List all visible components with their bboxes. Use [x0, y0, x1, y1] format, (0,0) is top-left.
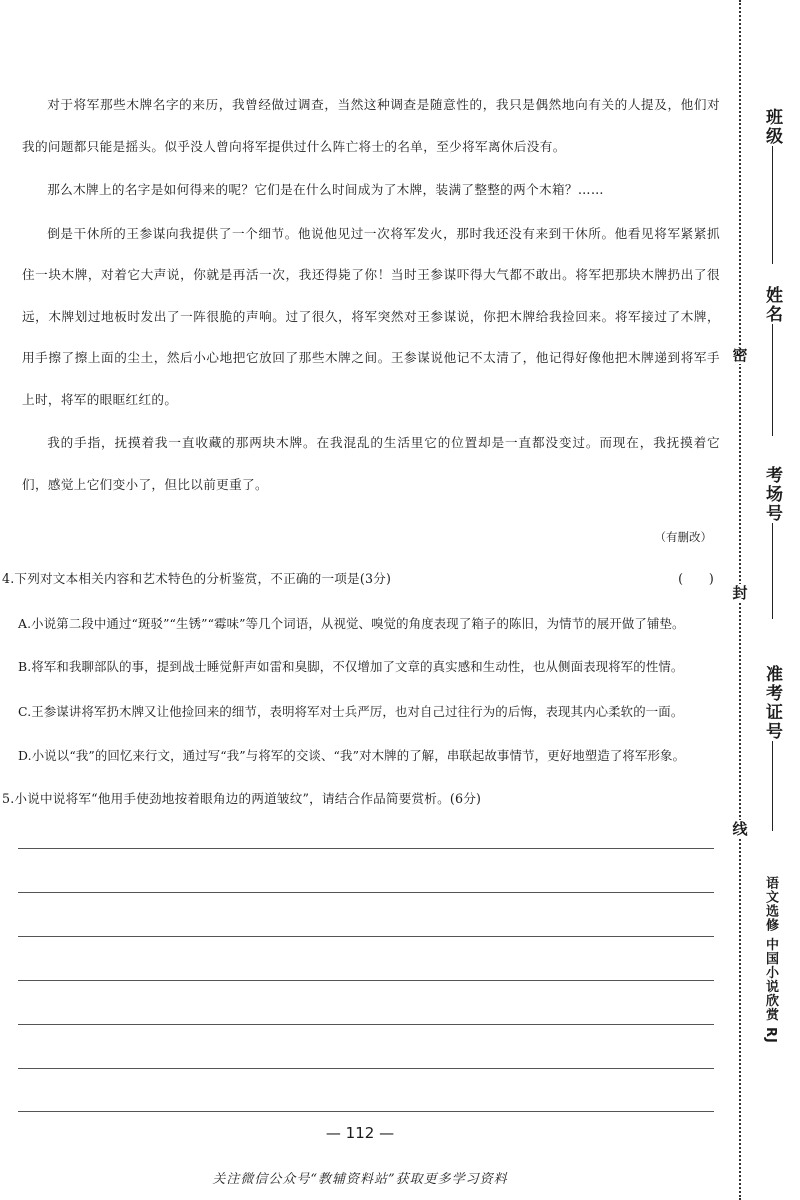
- passage-paragraph-4: 我的手指，抚摸着我一直收藏的那两块木牌。在我混乱的生活里它的位置却是一直都没变过。而现在，我抚摸着它们，感觉上它们变小了，但比以前更重了。: [22, 435, 720, 492]
- answer-line: [18, 1024, 714, 1025]
- question-4-stem: 4.下列对文本相关内容和艺术特色的分析鉴赏，不正确的一项是(3分): [2, 571, 392, 586]
- exam-room-field-label: 考场号: [762, 466, 782, 523]
- passage-paragraph-3: 倒是干休所的王参谋向我提供了一个细节。他说他见过一次将军发火，那时我还没有来到干休所。他看见将军紧紧抓住一块木牌，对着它大声说，你就是再活一次，我还得毙了你！当时王参谋吓得大气都不敢出。将军把那块木牌扔出了很远，木牌划过地板时发出了一阵很脆的声响。过了很久，将军突然对王参谋说，你把木牌给我捡回来。将军接过了木牌，用手擦了擦上面的尘土，然后小心地把它放回了那些木牌之间。王参谋说他记不太清了，他记得好像他把木牌递到将军手上时，将军的眼眶红红的。: [22, 225, 720, 407]
- class-field-line: [772, 146, 773, 264]
- class-field: [760, 108, 784, 264]
- answer-line: [18, 980, 714, 981]
- exam-room-field: [760, 466, 784, 619]
- question-5-stem: 5.小说中说将军“他用手使劲地按着眼角边的两道皱纹”，请结合作品简要赏析。(6分): [2, 791, 482, 806]
- name-field-label: 姓名: [762, 286, 782, 324]
- binding-char-closure: 封: [732, 584, 748, 602]
- question-4: [2, 564, 720, 594]
- option-d: D.小说以“我”的回忆来行文，通过写“我”与将军的交谈、“我”对木牌的了解，串联起故事情节，更好地塑造了将军形象。: [18, 748, 686, 763]
- passage: [22, 84, 720, 505]
- binding-char-line: 线: [732, 820, 748, 838]
- source-note: （有删改）: [654, 530, 712, 544]
- binding-char-seal: 密: [732, 346, 748, 364]
- passage-paragraph-2: 那么木牌上的名字是如何得来的呢？它们是在什么时间成为了木牌，装满了整整的两个木箱？……: [47, 182, 604, 197]
- answer-line: [18, 892, 714, 893]
- answer-line: [18, 1068, 714, 1069]
- option-c: C.王参谋讲将军扔木牌又让他捡回来的细节，表明将军对士兵严厉，也对自己过往行为的后悔，表现其内心柔软的一面。: [18, 704, 684, 719]
- admission-number-field-line: [772, 741, 773, 831]
- answer-line: [18, 936, 714, 937]
- option-a: A.小说第二段中通过“斑驳”“生锈”“霉味”等几个词语，从视觉、嗅觉的角度表现了箱子的陈旧，为情节的展开做了铺垫。: [18, 616, 685, 631]
- subject-label: 语文选修 中国小说欣赏 RJ: [763, 876, 778, 1044]
- admission-number-field-label: 准考证号: [762, 665, 782, 741]
- name-field-line: [772, 324, 773, 436]
- option-b: B.将军和我聊部队的事，提到战士睡觉鼾声如雷和臭脚，不仅增加了文章的真实感和生动性，也从侧面表现将军的性情。: [18, 659, 684, 674]
- answer-line: [18, 848, 714, 849]
- passage-paragraph-1: 对于将军那些木牌名字的来历，我曾经做过调查，当然这种调查是随意性的，我只是偶然地向有关的人提及，他们对我的问题都只能是摇头。似乎没人曾向将军提供过什么阵亡将士的名单，至少将军离休后没有。: [22, 97, 720, 154]
- name-field: [760, 286, 784, 436]
- footer-note: 关注微信公众号“教辅资料站”获取更多学习资料: [212, 1172, 508, 1187]
- answer-parentheses: ( ): [678, 571, 714, 586]
- admission-number-field: [760, 665, 784, 831]
- answer-line: [18, 1111, 714, 1112]
- question-5: [2, 784, 720, 814]
- exam-room-field-line: [772, 523, 773, 619]
- class-field-label: 班级: [762, 108, 782, 146]
- page-number: — 112 —: [325, 1124, 395, 1142]
